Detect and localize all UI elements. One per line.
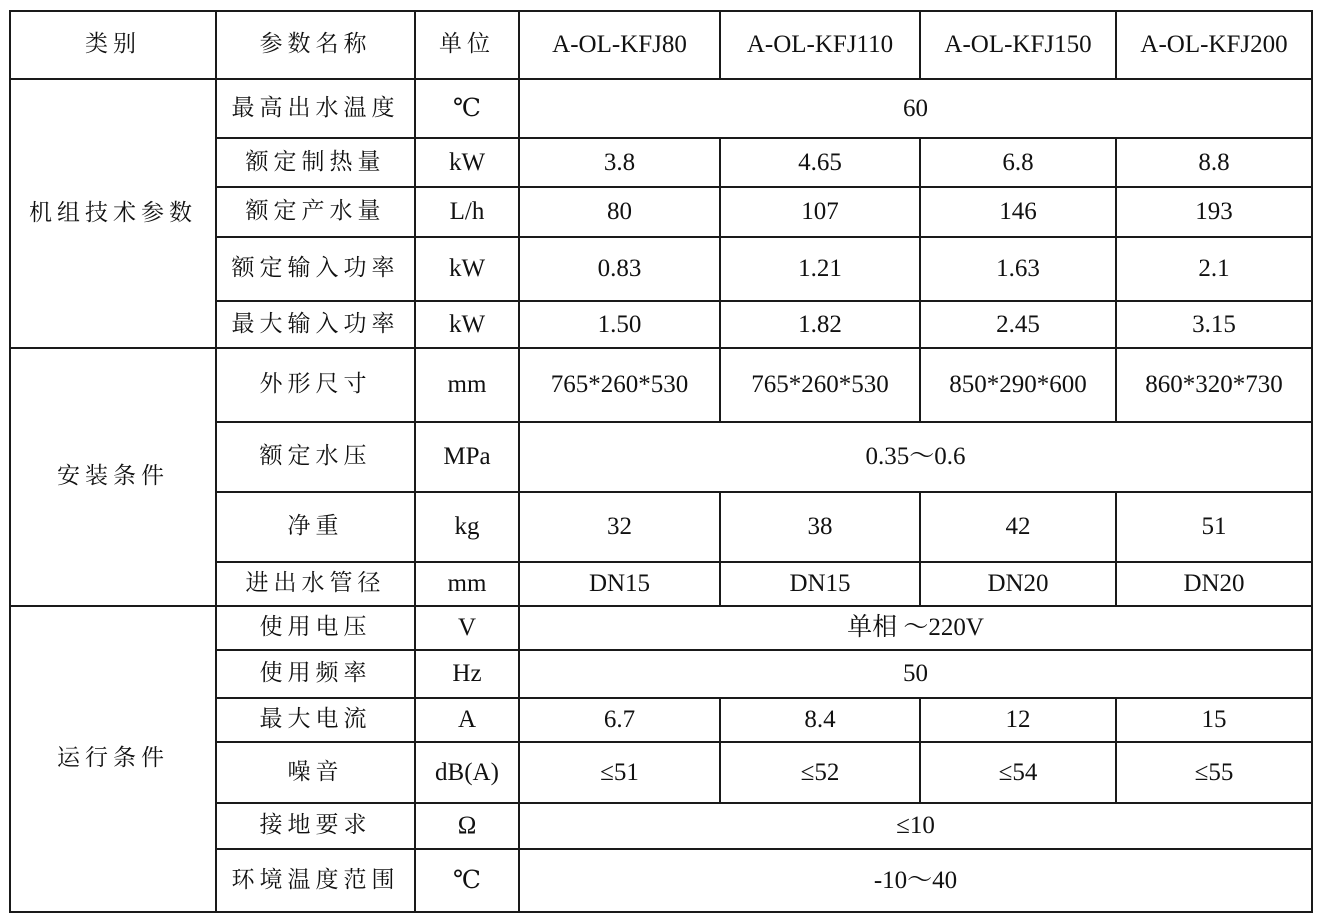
group-label-operation: 运行条件	[10, 606, 216, 912]
param-value: 51	[1116, 492, 1312, 562]
param-unit: Ω	[415, 803, 519, 849]
param-name: 环境温度范围	[216, 849, 415, 912]
param-value: 193	[1116, 187, 1312, 237]
param-value: DN20	[920, 562, 1116, 606]
param-value: 860*320*730	[1116, 348, 1312, 422]
param-value: 3.8	[519, 138, 720, 187]
param-value: 765*260*530	[720, 348, 920, 422]
param-value: 1.50	[519, 301, 720, 348]
param-name: 进出水管径	[216, 562, 415, 606]
header-model: A-OL-KFJ150	[920, 11, 1116, 79]
table-row	[10, 348, 1312, 422]
param-unit: Hz	[415, 650, 519, 698]
header-model: A-OL-KFJ110	[720, 11, 920, 79]
param-value: 0.35～0.6	[519, 422, 1312, 492]
param-value: 2.45	[920, 301, 1116, 348]
param-value: DN20	[1116, 562, 1312, 606]
param-value: 850*290*600	[920, 348, 1116, 422]
param-value: 42	[920, 492, 1116, 562]
header-model: A-OL-KFJ200	[1116, 11, 1312, 79]
param-unit: ℃	[415, 79, 519, 138]
param-value: 3.15	[1116, 301, 1312, 348]
param-value: 12	[920, 698, 1116, 742]
param-name: 外形尺寸	[216, 348, 415, 422]
param-value: 765*260*530	[519, 348, 720, 422]
param-value: 60	[519, 79, 1312, 138]
param-name: 最高出水温度	[216, 79, 415, 138]
param-value: 1.63	[920, 237, 1116, 301]
param-name: 接地要求	[216, 803, 415, 849]
param-value: 50	[519, 650, 1312, 698]
param-value: -10～40	[519, 849, 1312, 912]
param-value: 1.82	[720, 301, 920, 348]
param-unit: V	[415, 606, 519, 650]
param-name: 额定水压	[216, 422, 415, 492]
param-value: ≤55	[1116, 742, 1312, 803]
param-value: 32	[519, 492, 720, 562]
param-value: 6.8	[920, 138, 1116, 187]
param-value: DN15	[519, 562, 720, 606]
param-value: 6.7	[519, 698, 720, 742]
header-param-name: 参数名称	[216, 11, 415, 79]
param-value: 4.65	[720, 138, 920, 187]
param-value: 146	[920, 187, 1116, 237]
param-value: 1.21	[720, 237, 920, 301]
param-value: 15	[1116, 698, 1312, 742]
param-name: 最大电流	[216, 698, 415, 742]
param-value: DN15	[720, 562, 920, 606]
param-unit: mm	[415, 562, 519, 606]
param-unit: L/h	[415, 187, 519, 237]
header-unit: 单位	[415, 11, 519, 79]
param-value: 80	[519, 187, 720, 237]
param-unit: dB(A)	[415, 742, 519, 803]
param-value: ≤10	[519, 803, 1312, 849]
param-unit: kW	[415, 138, 519, 187]
param-unit: A	[415, 698, 519, 742]
param-name: 额定输入功率	[216, 237, 415, 301]
param-name: 最大输入功率	[216, 301, 415, 348]
param-unit: kW	[415, 301, 519, 348]
param-value: ≤54	[920, 742, 1116, 803]
param-name: 噪音	[216, 742, 415, 803]
group-label-machine: 机组技术参数	[10, 79, 216, 348]
param-value: 8.8	[1116, 138, 1312, 187]
param-unit: MPa	[415, 422, 519, 492]
param-value: 2.1	[1116, 237, 1312, 301]
param-name: 额定制热量	[216, 138, 415, 187]
spec-table	[9, 10, 1313, 913]
param-value: 0.83	[519, 237, 720, 301]
param-name: 使用频率	[216, 650, 415, 698]
param-value: 单相 ～220V	[519, 606, 1312, 650]
param-value: 38	[720, 492, 920, 562]
table-row	[10, 606, 1312, 650]
header-model: A-OL-KFJ80	[519, 11, 720, 79]
param-unit: mm	[415, 348, 519, 422]
table-row	[10, 79, 1312, 138]
param-value: 8.4	[720, 698, 920, 742]
param-value: ≤52	[720, 742, 920, 803]
param-name: 净重	[216, 492, 415, 562]
param-value: ≤51	[519, 742, 720, 803]
param-unit: kg	[415, 492, 519, 562]
param-value: 107	[720, 187, 920, 237]
param-name: 使用电压	[216, 606, 415, 650]
header-category: 类别	[10, 11, 216, 79]
param-unit: ℃	[415, 849, 519, 912]
group-label-install: 安装条件	[10, 348, 216, 606]
header-row	[10, 11, 1312, 79]
param-unit: kW	[415, 237, 519, 301]
param-name: 额定产水量	[216, 187, 415, 237]
